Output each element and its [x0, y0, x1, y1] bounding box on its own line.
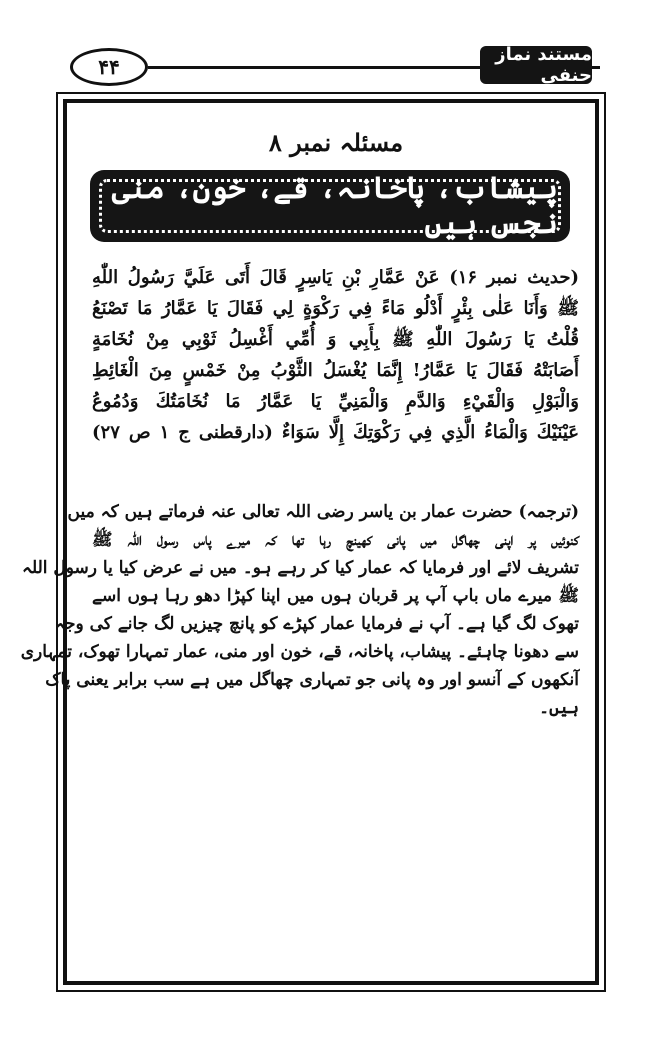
translation-line: تھوک لگ گیا ہے۔ آپ نے فرمایا عمار کپڑے کو پانچ چیزیں لگ جانے کی وجہ — [55, 614, 579, 634]
translation-line: آنکھوں کے آنسو اور وہ پانی جو تمہاری چھاگل میں ہے سب برابر یعنی پاک — [45, 670, 579, 690]
arabic-line: وَالْبَوْلِ وَالْقَيْءِ وَالدَّمِ وَالْمَنِيِّ يَا عَمَّارُ مَا نُخَامَتُكَ وَدُمُوعُ — [92, 391, 579, 412]
title-text: پیشاب، پاخانہ، قے، خون، منی نجس ہیں — [99, 179, 561, 233]
header-rule — [148, 66, 480, 69]
arabic-line: (حدیث نمبر ۱۶) عَنْ عَمَّارِ بْنِ يَاسِرٍ قَالَ أَتَى عَلَيَّ رَسُولُ اللّٰهِ — [92, 267, 580, 288]
arabic-line: ﷺ وَأَنَا عَلٰى بِئْرٍ أَدْلُو مَاءً فِي رَكْوَةٍ لِي فَقَالَ يَا عَمَّارُ مَا تَصْنَعُ — [92, 298, 579, 319]
arabic-line: عَيْنَيْكَ وَالْمَاءُ الَّذِي فِي رَكْوَتِكَ إِلَّا سَوَاءٌ (دارقطنی ج ۱ ص ۲۷) — [92, 422, 579, 443]
arabic-line: أَصَابَتْهُ فَقَالَ يَا عَمَّارُ! إِنَّمَا يُغْسَلُ الثَّوْبُ مِنْ خَمْسٍ مِنَ الْغَائِطِ — [92, 360, 579, 381]
urdu-translation-text — [20, 498, 579, 722]
hadith-arabic-text — [92, 262, 579, 448]
book-title-label: مستند نماز حنفی — [480, 46, 592, 84]
issue-heading: مسئلہ نمبر ۸ — [268, 128, 404, 157]
translation-line: کنوئیں پر اپنی چھاگل میں پانی کھینچ رہا تھا کہ میرے پاس رسول اللہ ﷺ — [92, 530, 579, 550]
translation-line: ﷺ میرے ماں باپ آپ پر قربان ہوں میں اپنا کپڑا دھو رہا ہوں اسے — [92, 586, 579, 606]
translation-line: ہیں۔ — [539, 698, 579, 718]
page-number: ۴۴ — [70, 48, 148, 86]
translation-line: (ترجمہ) حضرت عمار بن یاسر رضی اللہ تعالی عنہ فرماتے ہیں کہ میں — [67, 502, 579, 522]
header-rule-end — [592, 66, 600, 69]
translation-line: سے دھونا چاہئے۔ پیشاب، پاخانہ، قے، خون اور منی، عمار تمہارا تھوک، تمہاری — [20, 642, 579, 662]
title-banner — [90, 170, 570, 242]
translation-line: تشریف لائے اور فرمایا کہ عمار کیا کر رہے ہو۔ میں نے عرض کیا یا رسول اللہ — [22, 558, 579, 578]
arabic-line: قُلْتُ يَا رَسُولَ اللّٰهِ ﷺ بِأَبِي وَ أُمِّي أَغْسِلُ ثَوْبِي مِنْ نُخَامَةٍ — [92, 329, 579, 350]
